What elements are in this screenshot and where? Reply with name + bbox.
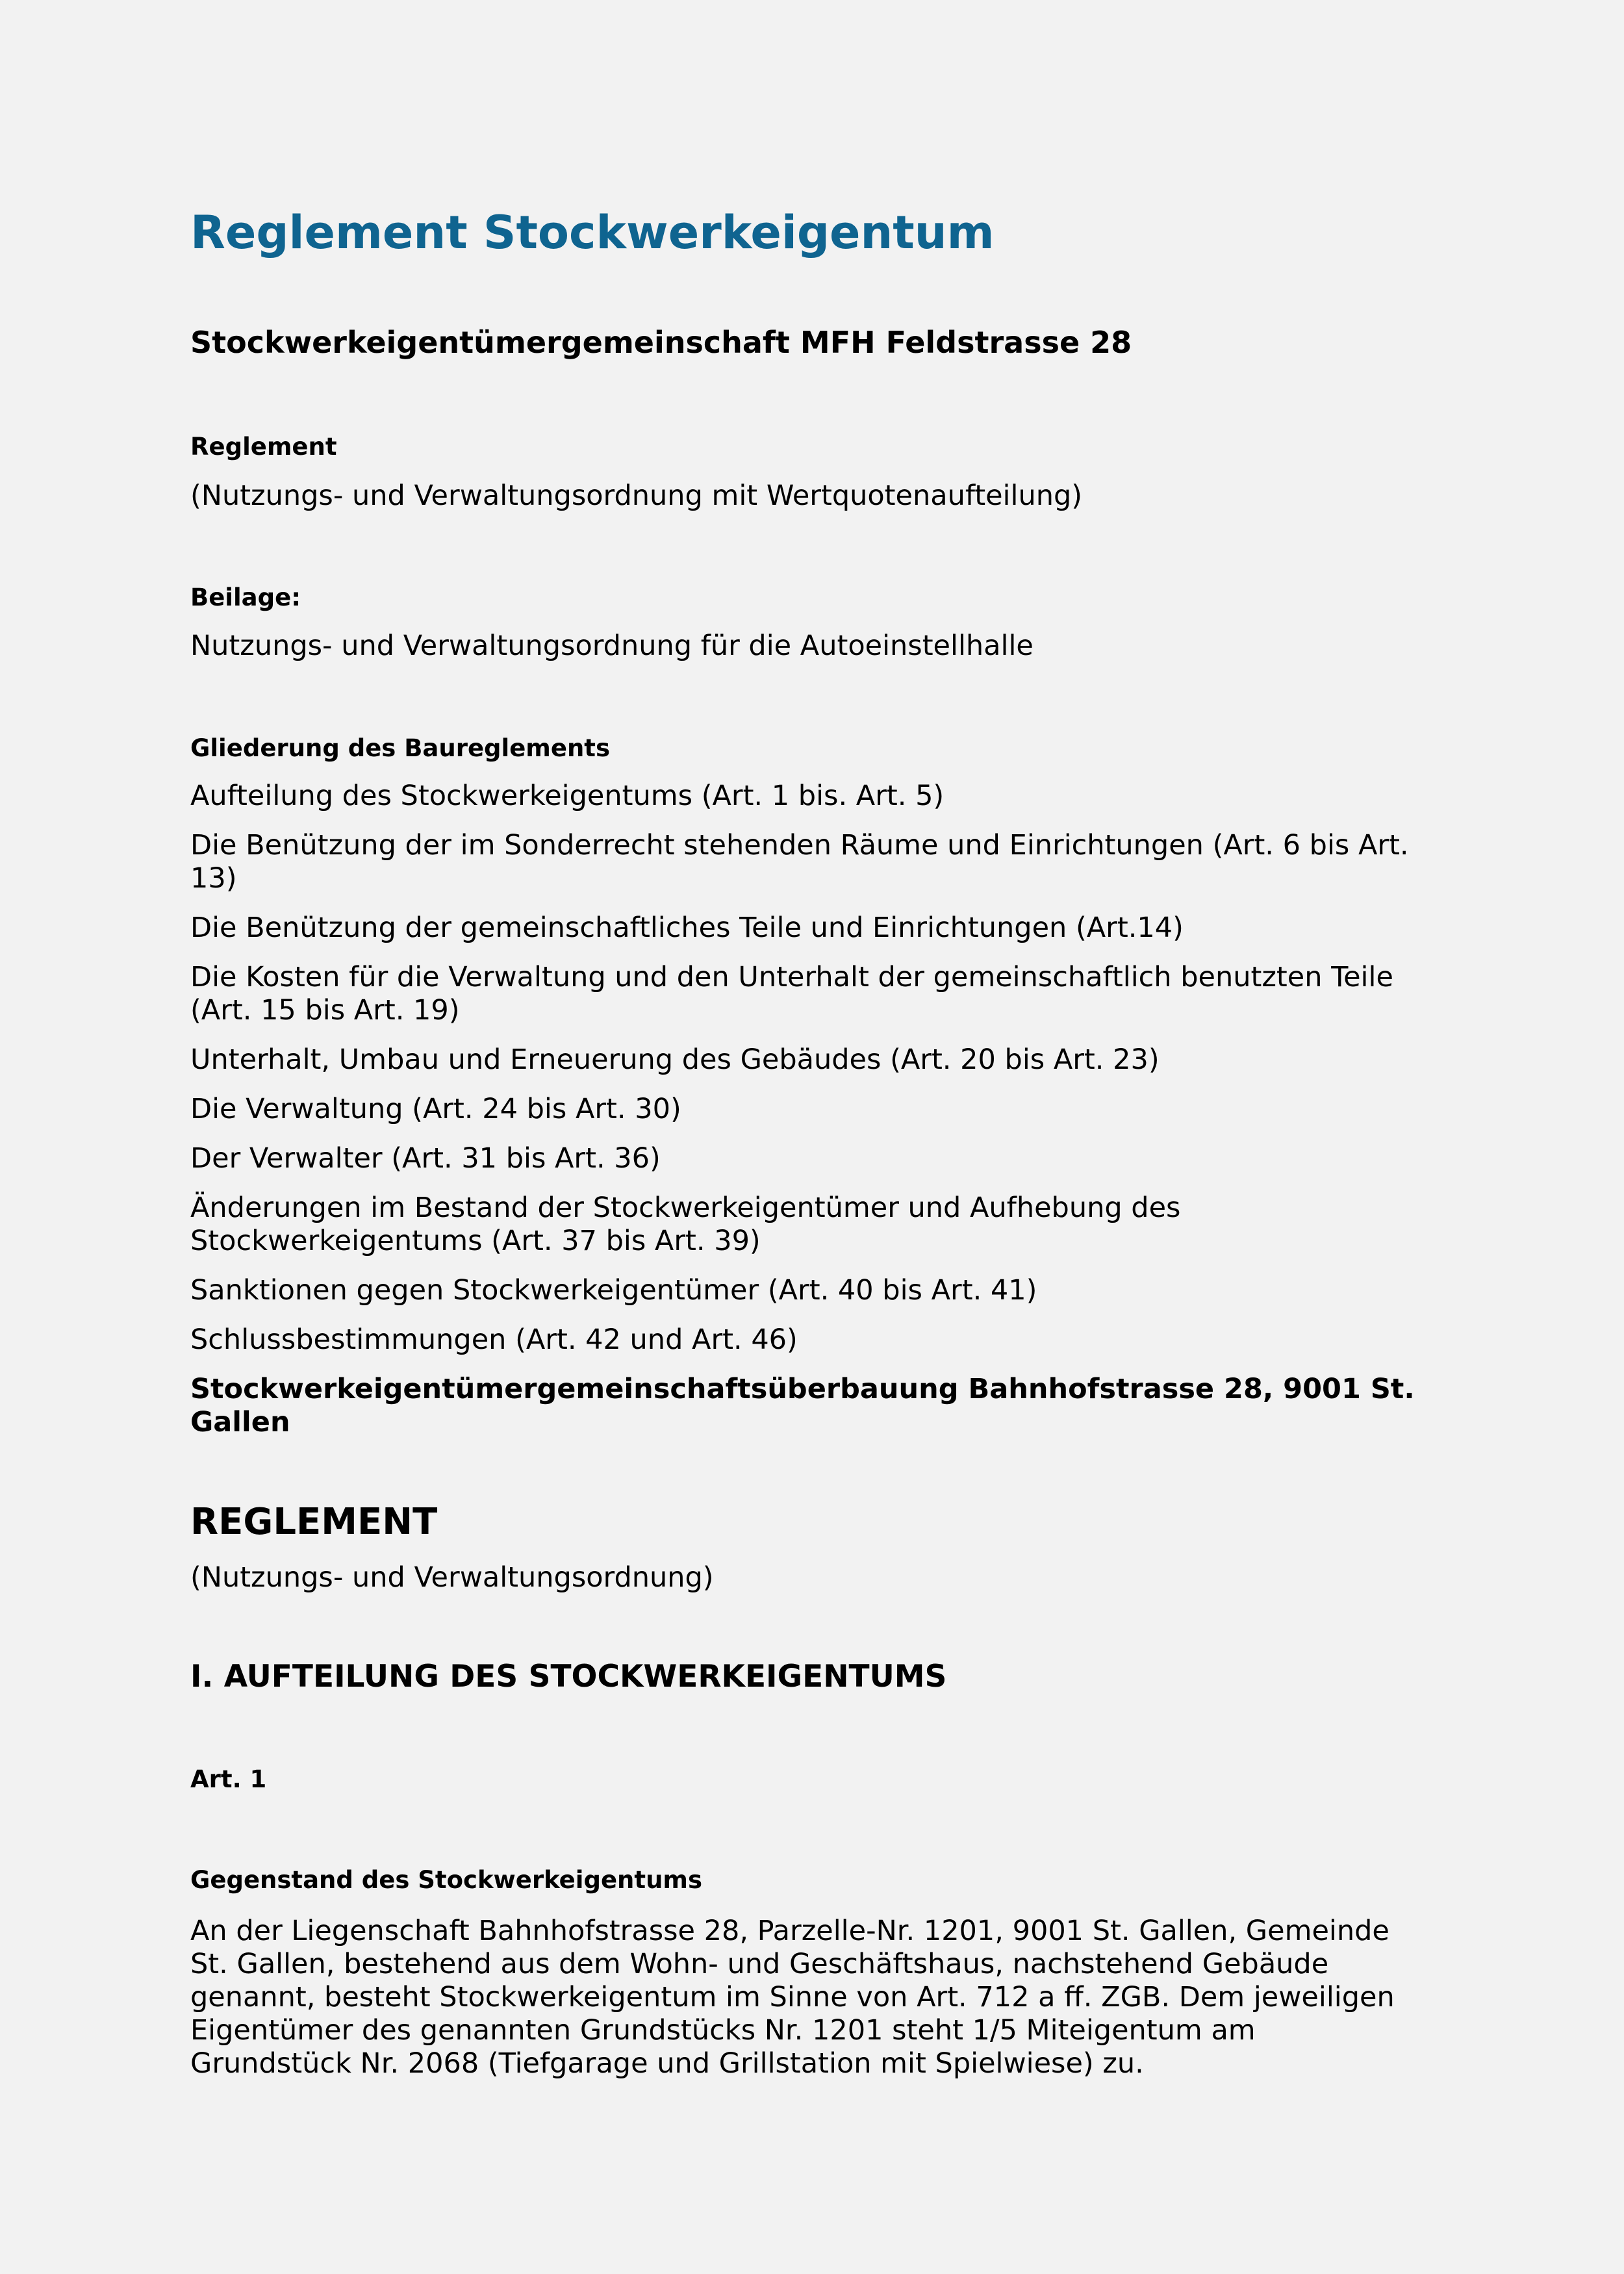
list-item: Die Benützung der im Sonderrecht stehenden Räume und Einrichtungen (Art. 6 bis Art. 13): [190, 829, 1409, 895]
article-label: Art. 1: [190, 1765, 267, 1793]
reglement-description: (Nutzungs- und Verwaltungsordnung mit Wertquotenaufteilung): [190, 479, 1083, 512]
beilage-label: Beilage:: [190, 583, 301, 611]
article-text: An der Liegenschaft Bahnhofstrasse 28, Parzelle-Nr. 1201, 9001 St. Gallen, Gemeinde St. Gallen, bestehend aus dem Wohn- und Geschäftshaus, nachstehend Gebäude genannt, besteht Stockwerkeigentum im Sinne von Art. 712 a ff. ZGB. Dem jeweiligen Eigentümer des genannten Grundstücks Nr. 1201 steht 1/5 Miteigentum am Grundstück Nr. 2068 (Tiefgarage und Grillstation mit Spielwiese) zu.: [190, 1915, 1395, 2080]
reglement-heading-description: (Nutzungs- und Verwaltungsordnung): [190, 1561, 714, 1594]
list-item: Schlussbestimmungen (Art. 42 und Art. 46): [190, 1323, 798, 1356]
gliederung-list: [190, 780, 1425, 1455]
beilage-description: Nutzungs- und Verwaltungsordnung für die Autoeinstellhalle: [190, 630, 1034, 662]
list-item: Sanktionen gegen Stockwerkeigentümer (Art. 40 bis Art. 41): [190, 1274, 1037, 1307]
list-item: Unterhalt, Umbau und Erneuerung des Gebäudes (Art. 20 bis Art. 23): [190, 1043, 1160, 1076]
gliederung-label: Gliederung des Baureglements: [190, 734, 611, 762]
list-item: Änderungen im Bestand der Stockwerkeigentümer und Aufhebung des Stockwerkeigentums (Art. 37 bis Art. 39): [190, 1192, 1181, 1257]
list-item: Der Verwalter (Art. 31 bis Art. 36): [190, 1142, 661, 1175]
list-item: Die Kosten für die Verwaltung und den Unterhalt der gemeinschaftlich benutzten Teile (Art. 15 bis Art. 19): [190, 961, 1393, 1027]
document-subtitle: Stockwerkeigentümergemeinschaft MFH Feldstrasse 28: [190, 325, 1132, 360]
list-item: Aufteilung des Stockwerkeigentums (Art. 1 bis. Art. 5): [190, 780, 945, 812]
list-item: Die Verwaltung (Art. 24 bis Art. 30): [190, 1093, 681, 1125]
community-heading: Stockwerkeigentümergemeinschaftsüberbauung Bahnhofstrasse 28, 9001 St. Gallen: [190, 1373, 1415, 1438]
article-title: Gegenstand des Stockwerkeigentums: [190, 1866, 702, 1894]
section-heading: I. AUFTEILUNG DES STOCKWERKEIGENTUMS: [190, 1659, 947, 1694]
reglement-heading: REGLEMENT: [190, 1501, 438, 1543]
list-item: Die Benützung der gemeinschaftliches Teile und Einrichtungen (Art.14): [190, 912, 1184, 944]
document-title: Reglement Stockwerkeigentum: [190, 206, 995, 259]
reglement-label: Reglement: [190, 433, 337, 461]
